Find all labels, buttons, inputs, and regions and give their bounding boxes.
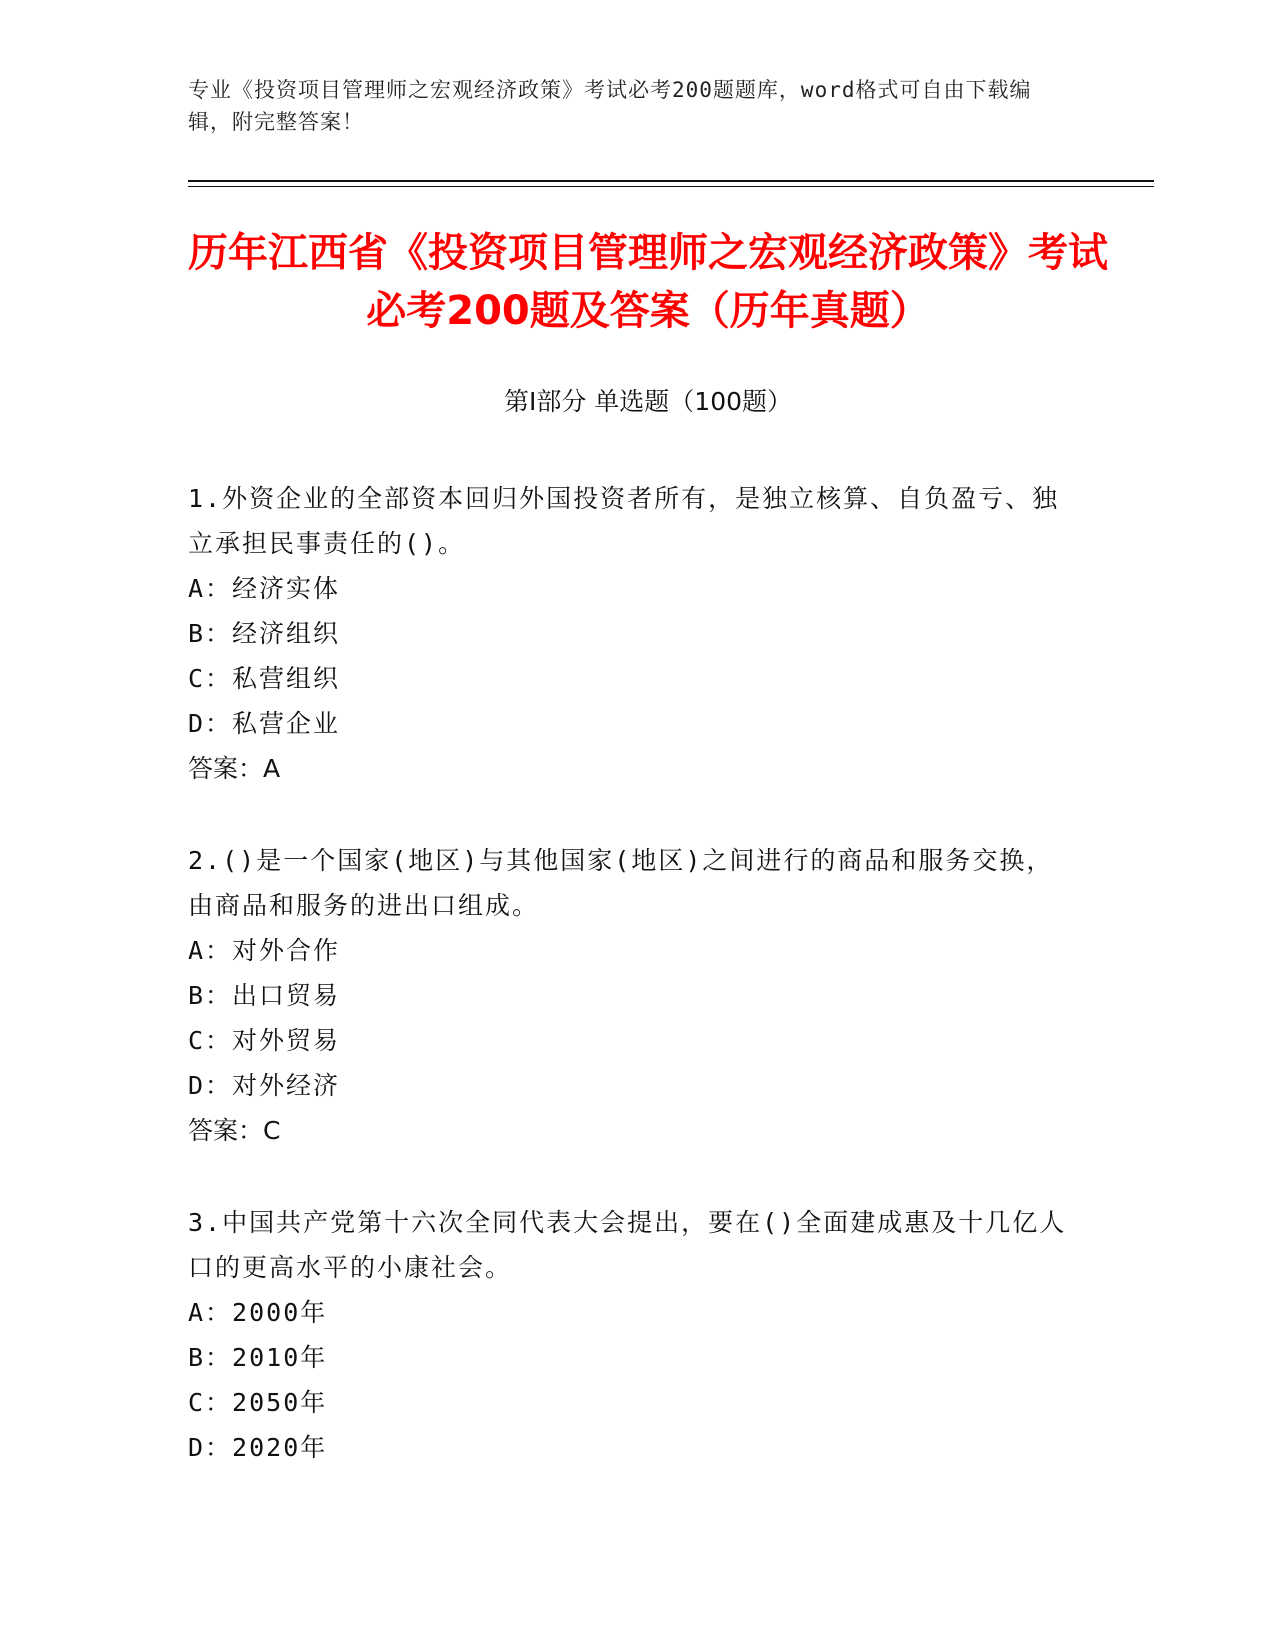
document-title: 历年江西省《投资项目管理师之宏观经济政策》考试必考200题及答案（历年真题） <box>188 230 1108 334</box>
question-stem: 1.外资企业的全部资本回归外国投资者所有，是独立核算、自负盈亏、独立承担民事责任的()。 <box>188 484 1060 558</box>
option-c: C：私营组织 <box>188 664 341 693</box>
option-d: D：2020年 <box>188 1433 328 1462</box>
question-3 <box>188 1200 1068 1470</box>
option-b: B：经济组织 <box>188 619 341 648</box>
option-d: D：对外经济 <box>188 1071 341 1100</box>
question-stem: 2.()是一个国家(地区)与其他国家(地区)之间进行的商品和服务交换，由商品和服务的进出口组成。 <box>188 846 1054 920</box>
option-b: B：2010年 <box>188 1343 328 1372</box>
header-note: 专业《投资项目管理师之宏观经济政策》考试必考200题题库，word格式可自由下载编辑，附完整答案！ <box>188 78 1032 134</box>
option-a: A：经济实体 <box>188 574 341 603</box>
option-a: A：2000年 <box>188 1298 328 1327</box>
header-rule-thin <box>188 186 1154 187</box>
answer: 答案：A <box>188 754 281 783</box>
header-rule-thick <box>188 180 1154 182</box>
option-c: C：对外贸易 <box>188 1026 341 1055</box>
option-b: B：出口贸易 <box>188 981 341 1010</box>
question-stem: 3.中国共产党第十六次全同代表大会提出，要在()全面建成惠及十几亿人口的更高水平的小康社会。 <box>188 1208 1067 1282</box>
answer: 答案：C <box>188 1116 281 1145</box>
option-d: D：私营企业 <box>188 709 341 738</box>
question-1 <box>188 476 1068 791</box>
option-a: A：对外合作 <box>188 936 341 965</box>
option-c: C：2050年 <box>188 1388 328 1417</box>
question-2 <box>188 838 1068 1153</box>
section-heading: 第Ⅰ部分 单选题（100题） <box>503 387 793 416</box>
